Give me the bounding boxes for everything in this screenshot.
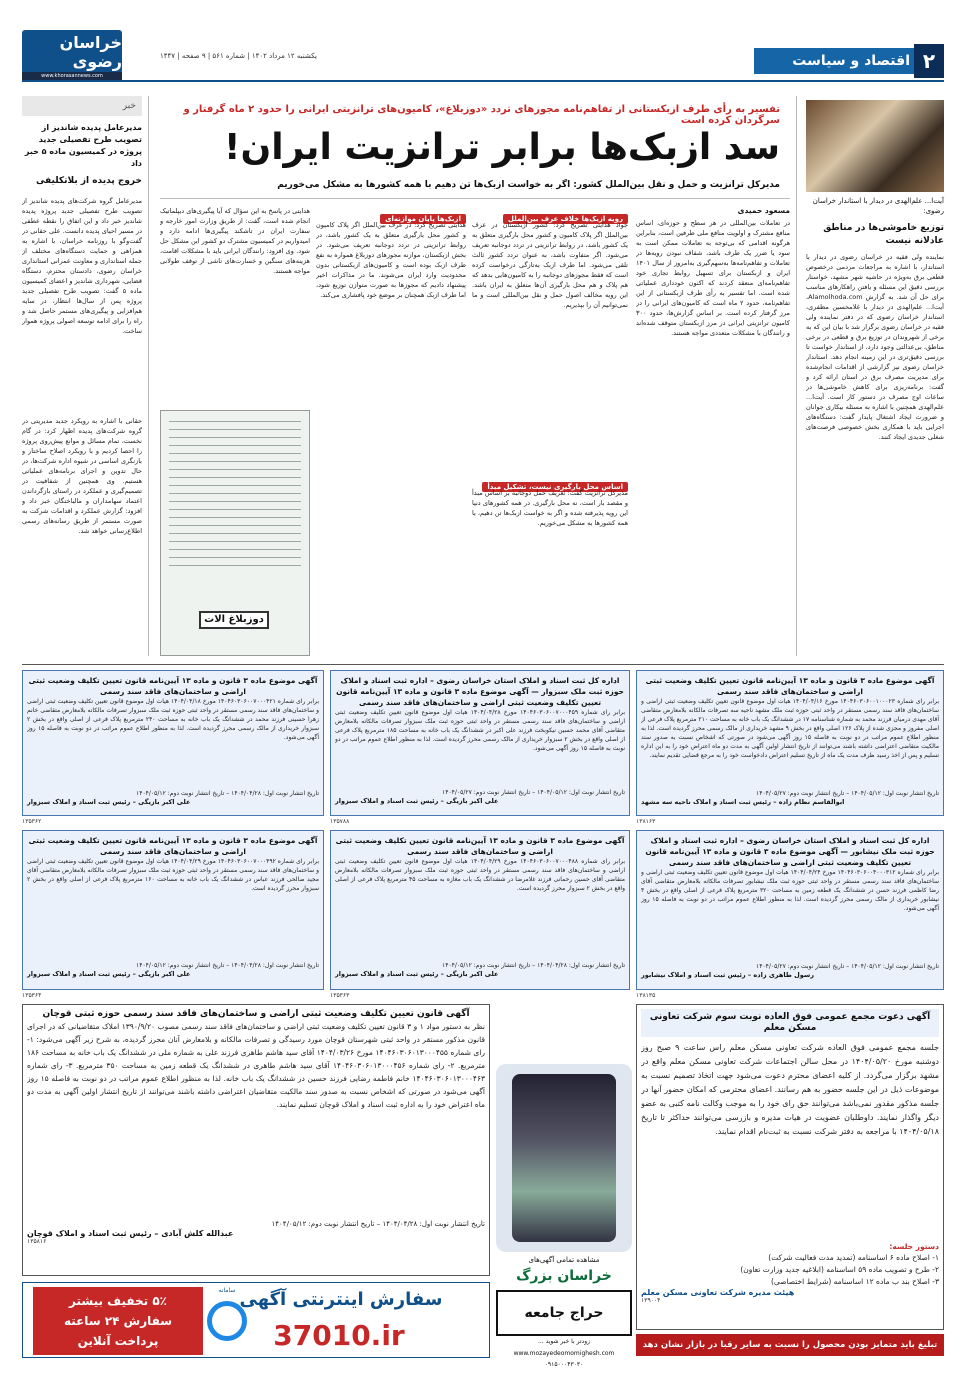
banner-title: سفارش اینترنتی آگهی (239, 1289, 443, 1310)
ad-benefits (33, 1287, 203, 1355)
agenda-item: ۱- اصلاح ماده ۶ اساسنامه (تمدید مدت فعالیت شرکت) (768, 1253, 939, 1262)
section-name: اقتصاد و سیاست (754, 48, 944, 74)
ad-signature: علی اکبر بازیگی – رئیس ثبت اسناد و املاک سبزوار (335, 970, 499, 978)
ad-dates: تاریخ انتشار نوبت اول: ۱۴۰۴/۰۵/۱۲ – تاریخ انتشار نوبت دوم: ۱۴۰۴/۰۵/۲۷ (756, 963, 939, 970)
coop-assembly-ad (636, 1004, 944, 1330)
phone-brand: خراسان بزرگ (516, 1268, 612, 1284)
ad-title: آگهی دعوت مجمع عمومی فوق العاده نوبت سوم شرکت تعاونی مسکن معلم (641, 1009, 939, 1037)
hours-text: سفارش ۲۴ ساعته (63, 1314, 173, 1328)
meeting-photo (806, 100, 944, 192)
ad-body: برابر رای شماره ۱۴۰۴۶۰۳۰۶۰۰۴۰۰۰۳۱۲ مورخ ۱۴۰۴/۰۴/۲۴ هیات اول موضوع قانون تعیین تکلیف وضعیت ثبتی اراضی و ساختمان‌های فاقد سند رسمی مستقر در واحد ثبتی حوزه ثبت ملک نیشابور تصرفات مالکانه بلامعارض متقاضی آقای رضا کاظمی فرزند حسن در ششدانگ یک قطعه زمین به مساحت ۳۲۰ مترمربع پلاک فرعی از اصلی واقع در بخش ۴ نیشابور خریداری از مالک رسمی محرز گردیده است. لذا به منظور اطلاع عموم مراتب در دو نوبت به فاصله ۱۵ روز آگهی می‌شود. (641, 869, 939, 912)
ad-title: آگهی موضوع ماده ۳ قانون و ماده ۱۳ آیین‌نامه قانون تعیین تکلیف وضعیت ثبتی اراضی و ساختمان‌های فاقد سند رسمی (28, 836, 318, 856)
newspaper-logo[interactable]: خراسان رضوی (22, 30, 122, 74)
permit-document-image (160, 410, 310, 656)
banner-site[interactable]: 37010.ir (273, 1319, 405, 1352)
photo-caption: آیت‌ا... علم‌الهدی در دیدار با استاندار خراسان رضوی: (812, 197, 944, 215)
article-subheadline: مدیرکل ترانزیت و حمل و نقل بین‌الملل کشور: اگر به خواست ازبک‌ها تن دهیم با همه کشورها به مشکل می‌خوریم (277, 180, 780, 190)
section-number: ۲ (914, 44, 944, 78)
ad-number: ۱۳۵۸۱۶ (27, 1238, 47, 1245)
ad-title: اداره کل ثبت اسناد و املاک استان خراسان رضوی – اداره ثبت اسناد و املاک حوزه ثبت ملک نیشابور — آگهی موضوع ماده ۳ قانون و ماده ۱۳ آیین‌نامه قانون تعیین تکلیف وضعیت ثبتی اراضی و ساختمان‌های فاقد سند رسمی (645, 836, 935, 867)
ad-dates: تاریخ انتشار نوبت اول: ۱۴۰۴/۰۴/۲۸ – تاریخ انتشار نوبت دوم: ۱۴۰۴/۰۵/۱۲ (271, 1220, 485, 1228)
ad-signature: علی اکبر بازیگی – رئیس ثبت اسناد و املاک سبزوار (27, 970, 191, 978)
phone-screen-image (512, 1074, 616, 1242)
quchan-legal-ad (22, 1004, 490, 1276)
brand-site[interactable]: www.mozayedeomomighesh.com (513, 1350, 615, 1357)
article-column-3: هدایتی تصریح کرد: در عرف بین‌الملل اگر پلاک کامیون و کشور محل بارگیری متعلق به یک کشور باشد، در روابط ترانزیتی در تردد دوجانبه تعریف می‌شود. در بخش ازبکستان، موازنه مجوزهای دوزبلاغ همواره به نفع طرف ازبک بوده است و کامیون‌های ازبکستانی بدون محدودیت وارد ایران می‌شوند. ما در مذاکرات اخیر پیشنهاد دادیم که مجوزها به صورت متوازن توزیع شود، اما طرف ازبک همچنان بر موضع خود پافشاری می‌کند. (316, 221, 466, 299)
subhead-pill-2: اساس محل بارگیری نیست، تشکیل مبدأ (482, 482, 628, 492)
news-label: خبر (22, 96, 142, 116)
left-news-body-1: مدیرعامل گروه شرکت‌های پدیده شاندیز از تصویب طرح تفصیلی جدید پروژه پدیده شاندیز خبر داد و این اتفاق را نقطه عطفی در مسیر احیای پدیده دانست. علی حقانی در گفت‌وگو با روزنامه خراسان، با اشاره به همراهی و حمایت دستگاه‌های مختلف از جمله استانداری و معاونت عمرانی استانداری خراسان رضوی، دادستان محترم، دستگاه قضایی، شهرداری شاندیز و اعضای کمیسیون ماده ۵ گفت: تصویب طرح تفصیلی جدید پروژه پس از سال‌ها انتظار، در سایه هم‌افزایی و پیگیری‌های مستمر حاصل شد و راه را برای ادامه توسعه اصولی پروژه هموار ساخت. (22, 197, 142, 335)
ad-title: آگهی موضوع ماده ۳ قانون و ماده ۱۳ آیین‌نامه قانون تعیین تکلیف وضعیت ثبتی اراضی و ساختمان‌های فاقد سند رسمی (335, 836, 625, 856)
side-article-title: توزیع خاموشی‌ها در مناطق عادلانه نیست (823, 223, 944, 246)
ad-dates: تاریخ انتشار نوبت اول: ۱۴۰۴/۰۵/۱۲ – تاریخ انتشار نوبت دوم: ۱۴۰۴/۰۵/۲۷ (442, 789, 625, 796)
ad-signature: هیئت مدیره شرکت تعاونی مسکن معلم (641, 1288, 795, 1297)
article-column-1: در تعاملات بین‌المللی در هر سطح و حوزه‌ای، اساس منافع مشترک و اولویت منافع ملی طرفین است، بنابراین هرگونه اقدامی که بی‌توجه به تعاملات ممکن است به سود یا ضرر یک طرف باشد، شفاف نبودن رویه‌ها در تعاملات و تفاهم‌نامه‌ها به‌سهم‌گیری به‌امروز از سال ۱۴۰۱ ایران و ازبکستان برای تسهیل روابط تجاری خود تفاهم‌نامه‌ای منعقد کردند که اکنون خودداری عملیاتی شده است. اما تفسیر به رأی طرف ازبکستانی از این تفاهم‌نامه، حدود ۲ ماه است که کامیون‌های ایرانی را در مرز گرفتار کرده است. بر اساس گزارش‌ها، حدود ۳۰۰ کامیون ترانزیتی ایرانی در مرز ازبکستان متوقف شده‌اند و رانندگان با مشکلات متعددی مواجه هستند. (636, 219, 790, 337)
ad-body: برابر رای شماره ۱۴۰۴۶۰۳۰۶۰۰۷۰۰۰۴۵۹ مورخ ۱۴۰۴/۰۴/۲۸ هیات اول موضوع قانون تعیین تکلیف وضعیت ثبتی اراضی و ساختمان‌های فاقد سند رسمی مستقر در واحد ثبتی حوزه ثبت ملک سبزوار تصرفات مالکانه بلامعارض متقاضی آقای محمد حسین نیکوبخت فرزند علی اکبر در ششدانگ یک باب خانه به مساحت ۱۸۵ مترمربع پلاک فرعی از اصلی واقع در بخش ۲ سبزوار خریداری از مالک رسمی محرز گردیده است. لذا به منظور اطلاع عموم مراتب در دو نوبت به فاصله ۱۵ روز آگهی می‌شود. (335, 709, 625, 752)
ad-body: برابر رای شماره ۱۴۰۴۶۰۳۰۶۰۰۷۰۰۰۴۲۱ مورخ ۱۴۰۴/۰۴/۱۸ هیات اول موضوع قانون تعیین تکلیف وضعیت ثبتی اراضی و ساختمان‌های فاقد سند رسمی مستقر در واحد ثبتی حوزه ثبت ملک سبزوار تصرفات مالکانه بلامعارض متقاضی خانم زهرا حسینی فرزند محمد در ششدانگ یک باب خانه به مساحت ۲۴۰ مترمربع پلاک فرعی از اصلی واقع در بخش ۲ سبزوار خریداری از مالک رسمی محرز گردیده است. لذا به منظور اطلاع عموم مراتب در دو نوبت به فاصله ۱۵ روز آگهی می‌شود. (27, 698, 319, 741)
ad-signature: ابوالقاسم نظام زاده – رئیس ثبت اسناد و املاک ناحیه سه مشهد (641, 798, 845, 806)
left-news-lead: مدیرعامل پدیده شاندیز از تصویب طرح تفصیلی جدید پروژه در کمیسیون ماده ۵ خبر داد (24, 123, 142, 168)
ad-number: ۱۳۸۱۳۵ (636, 992, 656, 999)
document-lines (169, 421, 301, 571)
document-stamp: دوزبلاغ الات (199, 611, 269, 629)
agenda-item: ۲- طرح و تصویب ماده ۵۹ اساسنامه (ابلاغیه جدید وزارت تعاون) (740, 1265, 939, 1274)
ad-number: ۱۳۵۷۸۸ (330, 818, 350, 825)
brand-tagline: زودتر با خبر شوید ... (537, 1338, 591, 1345)
subhead-pill: رویه ازبک‌ها خلاف عرف بین‌الملل (503, 214, 628, 224)
headline-rule (160, 198, 790, 199)
column-divider (148, 96, 149, 656)
ad-signature: علی اکبر بازیگی – رئیس ثبت اسناد و املاک سبزوار (335, 797, 499, 805)
article-byline: مسعود حمیدی (737, 206, 790, 215)
left-news-title: خروج پدیده از بلاتکلیفی (35, 176, 142, 186)
article-column-4: هدایتی در پاسخ به این سؤال که آیا پیگیری‌های دیپلماتیک انجام شده است، گفت: از طریق وزارت امور خارجه و سفارت ایران در تاشکند پیگیری‌ها ادامه دارد و امیدواریم در کمیسیون مشترک دو کشور این مشکل حل شود. وی افزود: رانندگان ایرانی باید با مشکلات اقامت، هزینه‌های سنگین و خسارت‌های ناشی از توقف طولانی مواجه هستند. (160, 207, 310, 275)
header-rule (22, 80, 944, 82)
pay-text: پرداخت آنلاین (77, 1334, 159, 1348)
legal-ad-1 (636, 670, 944, 816)
article-headline: سد ازبک‌ها برابر ترانزیت ایران! (224, 127, 780, 168)
agenda-item: ۳- اصلاح بند ب ماده ۱۲ اساسنامه (شرایط اختصاصی) (770, 1277, 939, 1286)
ad-number: ۱۳۵۳۶۲ (22, 818, 42, 825)
ad-body: برابر رای شماره ۱۴۰۴۶۰۳۰۶۰۰۷۰۰۰۴۹۲ مورخ ۱۴۰۴/۰۴/۲۹ هیات اول موضوع قانون تعیین تکلیف وضعیت ثبتی اراضی و ساختمان‌های فاقد سند رسمی مستقر در واحد ثبتی حوزه ثبت ملک سبزوار تصرفات مالکانه بلامعارض متقاضی آقای مجید صالحی فرزند عباس در ششدانگ یک باب خانه به مساحت ۱۶۰ مترمربع پلاک فرعی از اصلی واقع در بخش ۲ سبزوار محرز گردیده است. (27, 858, 319, 892)
subhead-pill-3: ازبک‌ها پایان موازنه‌ای (380, 214, 466, 224)
legal-ad-5 (330, 830, 630, 990)
ad-body: جلسه مجمع عمومی فوق العاده شرکت تعاونی مسکن معلم راس ساعت ۹ صبح روز دوشنبه مورخ ۱۴۰۴/۰۵/۲۰ در محل سالن اجتماعات شرکت تعاونی مسکن معلم واقع در مشهد برگزار می‌گردد. از کلیه اعضای محترم دعوت می‌شود جهت اتخاذ تصمیم نسبت به موضوعات ذیل در این جلسه حضور به هم رسانند. اعضای محترمی که امکان حضور آنها در جلسه مذکور مقدور نمی‌باشد می‌توانند حق رای خود را به موجب وکالت نامه کتبی به عضو دیگر واگذار نمایند. داوطلبان عضویت در هیات مدیره و بازرسی می‌توانند حداکثر تا تاریخ ۱۴۰۴/۰۵/۱۸ با مراجعه به دفتر شرکت نسبت به ثبت‌نام اقدام نمایند. (641, 1043, 939, 1136)
article-column-2: جواد هدایتی تصریح کرد: کشور ازبکستان در عرف بین‌الملل اگر پلاک کامیون و کشور محل بارگیری متعلق به یک کشور باشد، در روابط ترانزیتی در تردد دوجانبه تعریف می‌شود. اگر متفاوت باشد، به عنوان تردد کشور ثالث تلقی می‌شود. اما طرف ازبک به‌تازگی درخواست کرده است که فقط مجوزهای دوجانبه را به کامیون‌هایی بدهد که هم پلاک و هم محل بارگیری آن‌ها متعلق به ایران باشد. این رویه مخالف اصول حمل و نقل بین‌المللی است و ما نمی‌توانیم آن را بپذیریم. (472, 221, 628, 309)
ad-dates: تاریخ انتشار نوبت اول: ۱۴۰۴/۰۴/۲۸ – تاریخ انتشار نوبت دوم: ۱۴۰۴/۰۵/۱۲ (442, 962, 625, 969)
ad-body: برابر رای شماره ۱۴۰۴۶۰۳۰۶۰۰۱۰۰۰۲۳ مورخ ۱۴۰۴/۰۴/۱۶ هیات اول موضوع قانون تعیین تکلیف وضعیت ثبتی اراضی و ساختمان‌های فاقد سند رسمی مستقر در واحد ثبتی حوزه ثبت ملک مشهد ناحیه سه تصرفات مالکانه بلامعارض متقاضی آقای مهدی درمیان فرزند محمد به شماره شناسنامه ۱۷ در ششدانگ یک باب خانه به مساحت ۲۱۰ مترمربع پلاک فرعی از اصلی مفروز و مجزی شده از پلاک ۱۲۶ اصلی واقع در بخش ۹ مشهد خریداری از مالک رسمی محرز گردیده است. لذا به منظور اطلاع عموم مراتب در دو نوبت به فاصله ۱۵ روز آگهی می‌شود در صورتی که اشخاص نسبت به صدور سند مالکیت متقاضی اعتراضی داشته باشند می‌توانند از تاریخ انتشار اولین آگهی به مدت دو ماه اعتراض خود را به این اداره تسلیم و پس از اخذ رسید ظرف مدت یک ماه از تاریخ تسلیم اعتراض دادخواست خود را به مرجع قضایی تقدیم نمایند. (641, 698, 939, 759)
ad-number: ۱۳۹۰۰۴ (641, 1297, 661, 1304)
ring-label: سامانه (218, 1287, 236, 1294)
legal-ad-4 (636, 830, 944, 990)
footer-slogan: تبلیغ باید متمایز بودن محصول را نسبت به سایر رقبا در بازار نشان دهد (636, 1334, 944, 1356)
ad-dates: تاریخ انتشار نوبت اول: ۱۴۰۴/۰۴/۲۸ – تاریخ انتشار نوبت دوم: ۱۴۰۴/۰۵/۱۲ (136, 962, 319, 969)
ad-dates: تاریخ انتشار نوبت اول: ۱۴۰۴/۰۴/۲۸ – تاریخ انتشار نوبت دوم: ۱۴۰۴/۰۵/۱۲ (136, 790, 319, 797)
ad-number: ۱۳۸۱۶۳ (636, 818, 656, 825)
ad-number: ۱۳۵۳۶۳ (330, 992, 350, 999)
legal-ad-6 (22, 830, 324, 990)
phone-caption: مشاهده تمامی آگهی‌های (528, 1256, 600, 1264)
dateline: یکشنبه ۱۲ مرداد ۱۴۰۲ | شماره ۵۶۱ | ۹ صفحه | ۱۴۴۷ (160, 52, 317, 60)
legal-ad-2 (330, 670, 630, 816)
left-news-body-2: حقانی با اشاره به رویکرد جدید مدیریتی در گروه شرکت‌های پدیده اظهار کرد: در گام نخست، تمام مسائل و موانع پیش‌روی پروژه را احصا کردیم و با رویکرد اصلاح ساختار و بازنگری اساسی در شیوه اداره شرکت‌ها، در حال تدوین و اجرای برنامه‌های عملیاتی هستیم. وی همچنین از شفافیت در تصمیم‌گیری و عملکرد در راستای بازگرداندن اعتماد سهامداران و مالباختگان خبر داد و افزود: گزارش عملکرد و اقدامات شرکت به صورت مستمر از طریق رسانه‌های رسمی اطلاع‌رسانی خواهد شد. (22, 417, 142, 535)
ad-signature: عبدالله کلش آبادی – رئیس ثبت اسناد و املاک قوچان (27, 1229, 234, 1238)
ad-number: ۱۳۵۳۶۴ (22, 992, 42, 999)
agenda-title: دستور جلسه: (889, 1242, 939, 1251)
discount-text: ۵٪ تخفیف بیشتر (69, 1294, 167, 1308)
article-kicker: تفسیر به رأی طرف ازبکستانی از تفاهم‌نامه مجوزهای تردد «دوزبلاغ»، کامیون‌های ترانزیتی ایرانی را حدود ۲ ماه گرفتار و سرگردان کرده است (183, 104, 780, 126)
logo-url: www.khorasannews.com (22, 72, 122, 80)
article-column-2b: مدیرکل ترانزیت گفت: تعریف حمل دوجانبه بر اساس مبدأ و مقصد بار است، نه محل بارگیری. در همه کشورهای دنیا این رویه پذیرفته شده و اگر به خواست ازبک‌ها تن دهیم، با همه کشورها به مشکل می‌خوریم. (472, 489, 628, 527)
ad-body: برابر رای شماره ۱۴۰۴۶۰۳۰۶۰۰۷۰۰۰۴۸۸ مورخ ۱۴۰۴/۰۴/۲۹ هیات اول موضوع قانون تعیین تکلیف وضعیت ثبتی اراضی و ساختمان‌های فاقد سند رسمی مستقر در واحد ثبتی حوزه ثبت ملک سبزوار تصرفات مالکانه بلامعارض متقاضی آقای حسین رحمانی فرزند غلامرضا در ششدانگ یک باب مغازه به مساحت ۴۵ مترمربع پلاک فرعی از اصلی واقع در بخش ۲ سبزوار محرز گردیده است. (335, 858, 625, 892)
brand-logo[interactable]: حراج جامعه (496, 1290, 632, 1336)
column-divider-right (796, 96, 797, 656)
brand-phone: ۰۹۱۵۰۰۰۴۳۰۳۰ (544, 1361, 584, 1368)
ad-signature: رسول طاهری زاده – رئیس ثبت اسناد و املاک نیشابور (641, 971, 815, 979)
legal-ad-3 (22, 670, 324, 816)
ad-dates: تاریخ انتشار نوبت اول: ۱۴۰۴/۰۵/۱۲ – تاریخ انتشار نوبت دوم: ۱۴۰۴/۰۵/۲۷ (756, 790, 939, 797)
ad-title: اداره کل ثبت اسناد و املاک استان خراسان رضوی – اداره ثبت اسناد و املاک حوزه ثبت ملک سبزوار — آگهی موضوع ماده ۳ قانون و ماده ۱۳ آیین‌نامه قانون تعیین تکلیف وضعیت ثبتی اراضی و ساختمان‌های فاقد سند رسمی (336, 676, 624, 707)
ad-title: آگهی موضوع ماده ۳ قانون و ماده ۱۳ آیین‌نامه قانون تعیین تکلیف وضعیت ثبتی اراضی و ساختمان‌های فاقد سند رسمی (28, 676, 318, 696)
ad-title: آگهی موضوع ماده ۳ قانون و ماده ۱۳ آیین‌نامه قانون تعیین تکلیف وضعیت ثبتی اراضی و ساختمان‌های فاقد سند رسمی (645, 676, 935, 696)
ads-top-rule (22, 664, 944, 665)
ad-body: نظر به دستور مواد ۱ و ۳ قانون تعیین تکلیف وضعیت ثبتی اراضی و ساختمان‌های فاقد سند رسمی مصوب ۱۳۹۰/۹/۲۰ املاک متقاضیانی که در اجرای قانون مذکور مستقر در واحد ثبتی شهرستان قوچان مورد رسیدگی و تصرفات مالکانه و بلامعارض آنان محرز گردیده، به شرح زیر آگهی می‌شود: ۱- رای شماره ۱۴۰۴۶۰۳۰۶۰۱۳۰۰۰۴۵۵ مورخ ۱۴۰۴/۰۳/۲۶ آقای سید هاشم طاهری فرزند علی به شماره ملی در ششدانگ یک باب خانه به مساحت ۱۸۶ مترمربع. ۲- رای شماره ۱۴۰۴۶۰۳۰۶۰۱۳۰۰۰۴۵۶ آقای سید هاشم طاهری در ششدانگ یک قطعه زمین به مساحت ۳۵۰ مترمربع. ۳- رای شماره ۱۴۰۴۶۰۳۰۶۰۱۳۰۰۰۴۶۳ خانم فاطمه رضایی فرزند حسین در ششدانگ یک باب خانه. لذا به منظور اطلاع عموم مراتب در دو نوبت به فاصله ۱۵ روز آگهی می‌شود در صورتی که اشخاص نسبت به صدور سند مالکیت متقاضیان اعتراضی داشته باشند می‌توانند از تاریخ انتشار اولین آگهی به مدت دو ماه اعتراض خود را به اداره ثبت اسناد و املاک قوچان تسلیم نمایند. (27, 1022, 485, 1109)
phone-promo[interactable] (496, 1064, 632, 1252)
ad-title: آگهی قانون تعیین تکلیف وضعیت ثبتی اراضی و ساختمان‌های فاقد سند رسمی حوزه ثبتی قوچان (42, 1009, 470, 1019)
online-ad-banner[interactable] (22, 1282, 490, 1358)
side-article-body: نماینده ولی فقیه در خراسان رضوی در دیدار با استاندار، با اشاره به مراجعات مردمی درخصوص قطعی برق به‌ویژه در حاشیه شهر مشهد، خواستار بررسی دقیق این مسئله و یافتن راهکارهای مناسب برای حل آن شد. به گزارش Alamolhoda.com، آیت‌ا... علم‌الهدی در دیدار با غلامحسین مظفری، استاندار خراسان رضوی که در دفتر نماینده ولی فقیه در خراسان رضوی برگزار شد با بیان این که به برخی از شهروندان در توزیع برق و قطعی در برخی مناطق، بی‌عدالتی وجود دارد، از استاندار خواست تا بررسی دقیق‌تری در این زمینه انجام دهد. استاندار خراسان رضوی نیز گزارشی از اقدامات انجام‌شده برای مدیریت مصرف برق در استان ارائه کرد و گفت: برنامه‌ریزی برای کاهش خاموشی‌ها در ساعات اوج مصرف در دستور کار است. آیت‌ا... علم‌الهدی همچنین با اشاره به مسئله بیکاری جوانان و ضرورت ایجاد اشتغال پایدار گفت: دستگاه‌های اجرایی باید با همکاری بخش خصوصی فرصت‌های شغلی جدیدی ایجاد کنند. (806, 253, 944, 441)
ad-signature: علی اکبر بازیگی – رئیس ثبت اسناد و املاک سبزوار (27, 798, 191, 806)
masthead (0, 0, 966, 86)
